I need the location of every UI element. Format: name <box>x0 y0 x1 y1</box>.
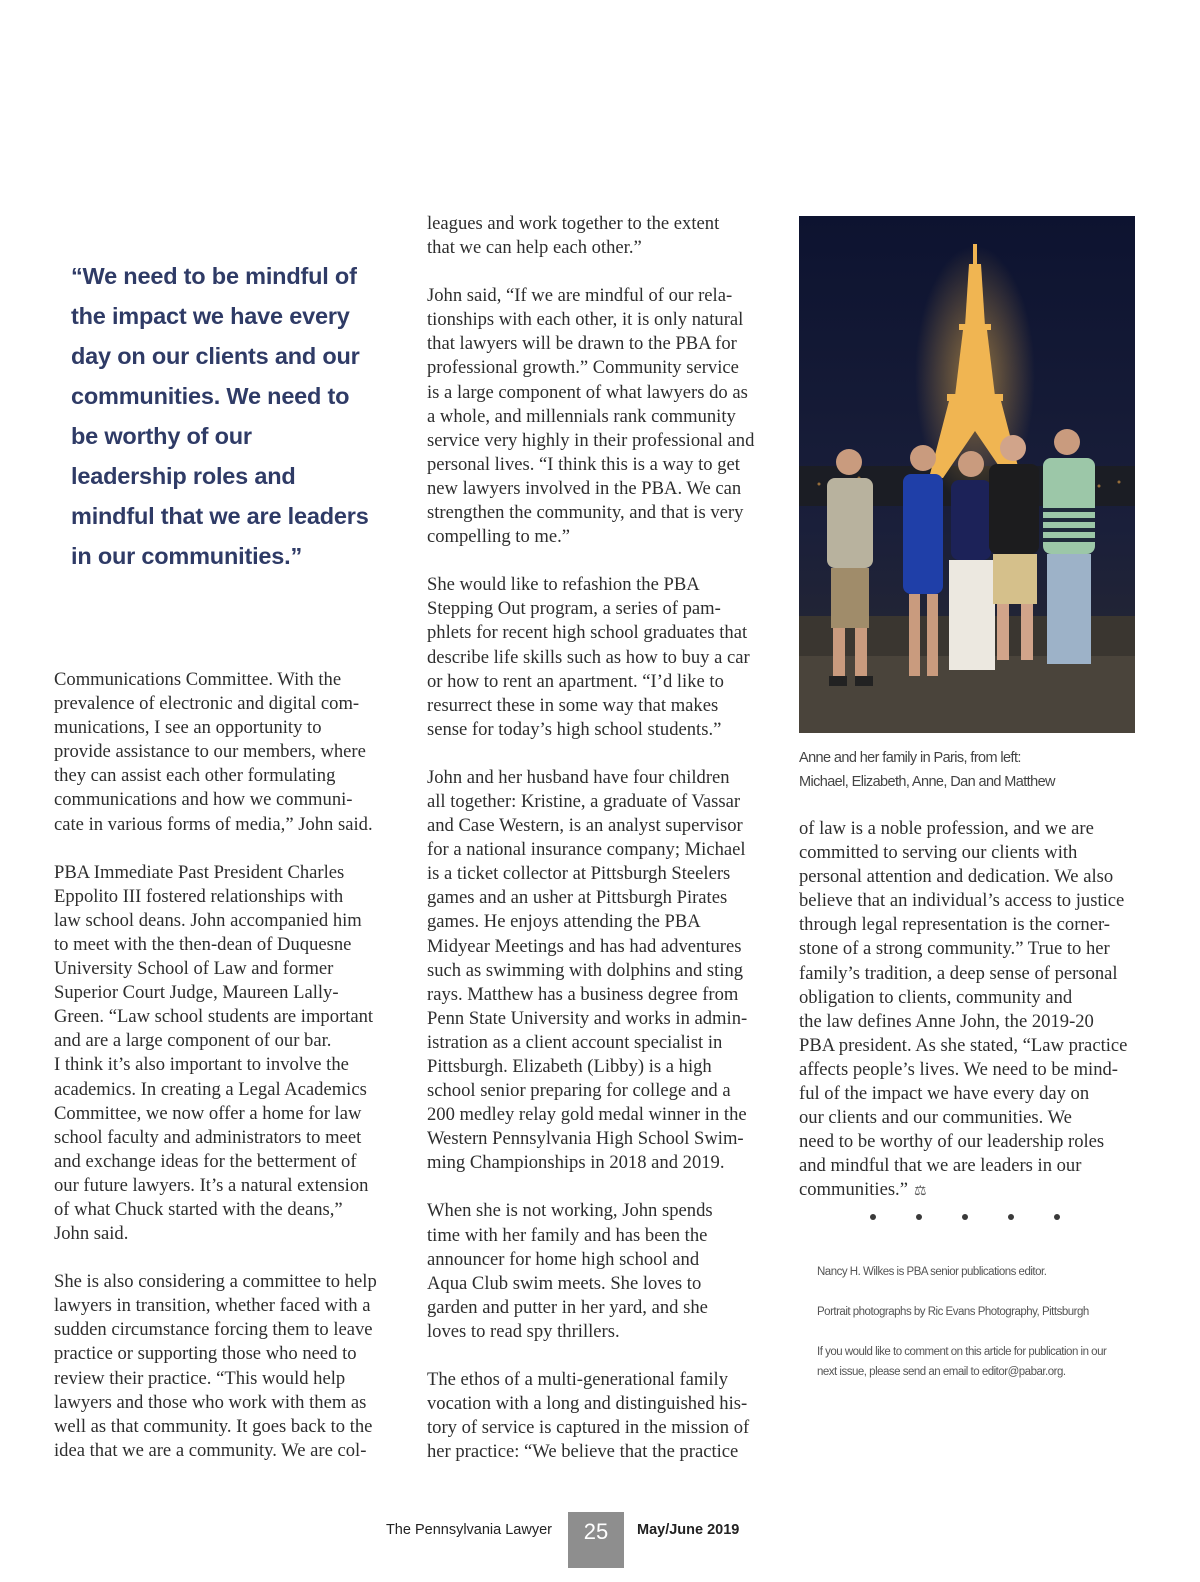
divider-dot <box>870 1214 876 1220</box>
family-photo <box>799 216 1135 733</box>
article-paragraph <box>799 817 1144 1205</box>
article-paragraph: She is also considering a committee to help lawyers in transition, whether faced with a sudden circumstance forcing them to leave practice or supporting those who need to review their practice. “This would help lawyers and those who work with them as well as that community. It goes back to the idea that we are a community. We are col- <box>54 1271 377 1461</box>
photo-caption: Anne and her family in Paris, from left: Michael, Elizabeth, Anne, Dan and Matthew <box>799 750 1055 790</box>
article-paragraph: The ethos of a multi-generational family vocation with a long and distinguished his- tory of service is captured in the mission of her practice: “We believe that the practice <box>427 1369 750 1463</box>
article-column-3 <box>799 817 1144 1229</box>
footer-publication: The Pennsylvania Lawyer <box>385 1522 552 1538</box>
article-credits <box>817 1262 1127 1402</box>
scales-icon: ⚖ <box>913 1184 927 1200</box>
credit-line: Nancy H. Wilkes is PBA senior publications editor. <box>817 1266 1047 1278</box>
article-paragraph: John and her husband have four children all together: Kristine, a graduate of Vassar and Case Western, is an analyst supervisor for a national insurance company; Michael is a ticket collector at Pittsburgh Steelers games and an usher at Pittsburgh Pirates games. He enjoys attending the PBA Midyear Meetings and has had adventures such as swimming with dolphins and sting rays. Matthew has a business degree from Penn State University and works in admin- istration as a client account specialist in Pittsburgh. Elizabeth (Libby) is a high school senior preparing for college and a 200 medley relay gold medal winner in the Western Pennsylvania High School Swim- ming Championships in 2018 and 2019. <box>427 766 748 1174</box>
divider-dot <box>916 1214 922 1220</box>
divider-dot <box>1054 1214 1060 1220</box>
article-paragraph: John said, “If we are mindful of our rela- tionships with each other, it is only natural that lawyers will be drawn to the PBA for professional growth.” Community service is a large component of what lawyers do as a whole, and millennials rank community service very highly in their professional and personal lives. “I think this is a way to get new lawyers involved in the PBA. We can strengthen the community, and that is very compelling to me.” <box>427 285 755 548</box>
pull-quote: “We need to be mindful of the impact we have every day on our clients and our communities. We need to be worthy of our leadership roles and mindful that we are leaders in our communities.” <box>71 263 369 569</box>
page-number: 25 <box>568 1512 624 1568</box>
article-column-2 <box>427 212 772 1488</box>
article-text: of law is a noble profession, and we are committed to serving our clients with personal attention and dedication. We also believe that an individual’s access to justice through legal representation is the corner- stone of a strong community.” True to her family’s tradition, a deep sense of personal obligation to clients, community and the law defines Anne John, the 2019-20 PBA president. As she stated, “Law practice affects people’s lives. We need to be mind- ful of the impact we have every day on our clients and our communities. We need to be worthy of our leadership roles and mindful that we are leaders in our communities.” <box>799 818 1128 1201</box>
section-divider <box>870 1214 1060 1220</box>
article-paragraph: leagues and work together to the extent that we can help each other.” <box>427 213 720 259</box>
article-paragraph: Communications Committee. With the prevalence of electronic and digital com- munications, I see an opportunity to provide assistance to our members, where they can assist each other formulating communications and how we communi- cate in various forms of media,” John said. <box>54 669 373 835</box>
divider-dot <box>1008 1214 1014 1220</box>
credit-line: Portrait photographs by Ric Evans Photography, Pittsburgh <box>817 1306 1089 1318</box>
divider-dot <box>962 1214 968 1220</box>
article-paragraph: She would like to refashion the PBA Stepping Out program, a series of pam- phlets for recent high school graduates that describe life skills such as how to buy a car or how to rent an apartment. “I’d like to resurrect these in some way that makes sense for today’s high school students.” <box>427 574 750 740</box>
article-column-1 <box>54 668 399 1487</box>
article-paragraph: PBA Immediate Past President Charles Eppolito III fostered relationships with law school deans. John accompanied him to meet with the then-dean of Duquesne University School of Law and former Superior Court Judge, Maureen Lally- Green. “Law school students are important and are a large component of our bar. I think it’s also important to involve the academics. In creating a Legal Academics Committee, we now offer a home for law school faculty and administrators to meet and exchange ideas for the betterment of our future lawyers. It’s a natural extension of what Chuck started with the deans,” John said. <box>54 861 374 1245</box>
credit-line: If you would like to comment on this article for publication in our next issue, please send an email to editor@pabar.org. <box>817 1346 1107 1378</box>
article-paragraph: When she is not working, John spends time with her family and has been the announcer for home high school and Aqua Club swim meets. She loves to garden and putter in her yard, and she loves to read spy thrillers. <box>427 1200 713 1342</box>
footer-issue: May/June 2019 <box>637 1522 740 1538</box>
